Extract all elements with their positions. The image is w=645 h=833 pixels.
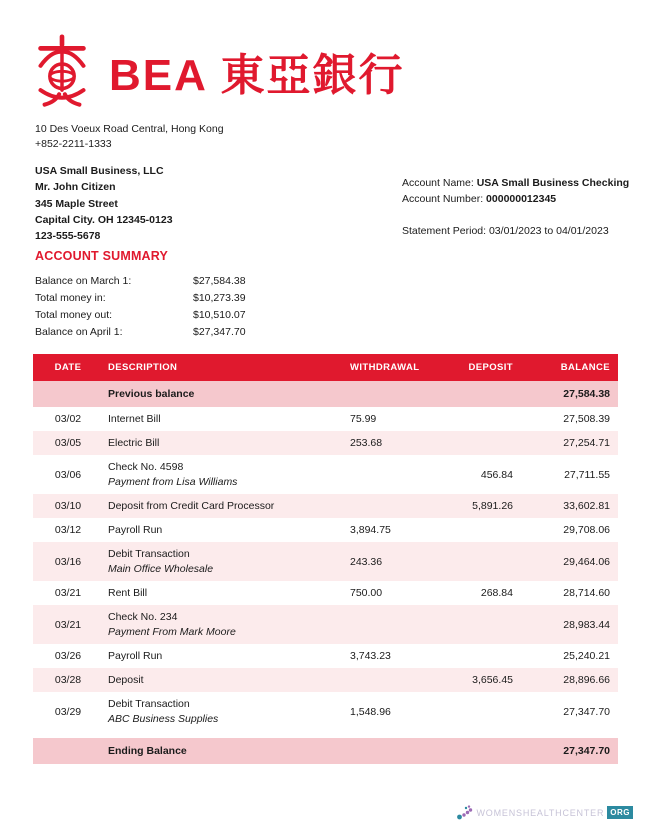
account-name-value: USA Small Business Checking — [476, 177, 630, 189]
table-header-row — [33, 354, 618, 381]
transaction-description-cell — [103, 673, 345, 688]
transaction-description: Ending Balance — [108, 744, 187, 757]
summary-row — [35, 324, 246, 341]
customer-street: 345 Maple Street — [35, 197, 118, 210]
transaction-withdrawal: 3,743.23 — [350, 650, 391, 662]
transaction-date: 03/28 — [54, 674, 82, 686]
transaction-description-cell — [103, 744, 345, 759]
transaction-date: 03/21 — [54, 618, 82, 631]
transaction-date: 03/02 — [54, 413, 82, 425]
account-number-value: 000000012345 — [486, 193, 557, 205]
table-row — [33, 407, 618, 431]
transaction-description: Deposit — [108, 673, 144, 686]
bank-address-block — [35, 122, 224, 152]
account-info-block — [402, 175, 629, 239]
transaction-balance: 28,896.66 — [563, 674, 610, 686]
transaction-description: Payroll Run — [108, 649, 163, 662]
table-row — [33, 431, 618, 455]
statement-period-label: Statement Period: — [402, 225, 489, 237]
transaction-date: 03/26 — [54, 650, 82, 662]
bea-logo-icon — [33, 34, 91, 108]
bank-header — [33, 34, 405, 108]
transaction-balance: 25,240.21 — [563, 650, 610, 662]
transaction-withdrawal: 75.99 — [350, 413, 377, 425]
table-row — [33, 668, 618, 692]
transaction-date: 03/29 — [54, 705, 82, 718]
transaction-date: 03/06 — [54, 468, 82, 481]
transactions-table — [33, 354, 618, 764]
transaction-withdrawal: 243.36 — [350, 555, 383, 568]
transaction-description-cell — [103, 387, 345, 402]
transaction-subdescription: Payment from Lisa Williams — [108, 475, 238, 488]
transaction-balance: 27,508.39 — [563, 413, 610, 425]
table-body — [33, 381, 618, 764]
watermark — [456, 805, 633, 820]
summary-value: $10,510.07 — [193, 309, 246, 321]
transaction-subdescription: Payment From Mark Moore — [108, 625, 236, 638]
transaction-description: Check No. 4598 — [108, 460, 184, 473]
transaction-description: Deposit from Credit Card Processor — [108, 499, 275, 512]
transaction-description-cell — [103, 610, 345, 640]
account-number-row — [402, 191, 629, 207]
transaction-description: Debit Transaction — [108, 697, 190, 710]
statement-period-value: 03/01/2023 to 04/01/2023 — [488, 225, 609, 237]
bank-phone: +852-2211-1333 — [35, 138, 112, 150]
transaction-description: Check No. 234 — [108, 610, 178, 623]
watermark-text: WOMENSHEALTHCENTER — [476, 807, 605, 818]
transaction-deposit: 268.84 — [480, 587, 513, 599]
transaction-balance: 27,584.38 — [563, 388, 610, 400]
customer-phone: 123-555-5678 — [35, 230, 101, 243]
transaction-balance: 29,708.06 — [563, 524, 610, 536]
table-row — [33, 692, 618, 731]
transaction-date: 03/21 — [54, 587, 82, 599]
header-description: DESCRIPTION — [108, 362, 178, 373]
transaction-balance: 28,983.44 — [563, 618, 610, 631]
transaction-deposit: 5,891.26 — [472, 500, 513, 512]
account-summary-title: ACCOUNT SUMMARY — [35, 249, 169, 263]
table-row — [33, 542, 618, 581]
table-row — [33, 738, 618, 764]
statement-period-row — [402, 223, 629, 239]
summary-value: $27,347.70 — [193, 326, 246, 338]
header-withdrawal: WITHDRAWAL — [350, 362, 420, 373]
summary-label: Total money in: — [35, 292, 106, 304]
transaction-withdrawal: 253.68 — [350, 437, 383, 449]
transaction-description: Electric Bill — [108, 436, 160, 449]
transaction-description: Previous balance — [108, 387, 195, 400]
transaction-subdescription: ABC Business Supplies — [108, 712, 219, 725]
summary-value: $27,584.38 — [193, 275, 246, 287]
header-deposit: DEPOSIT — [468, 362, 513, 373]
summary-label: Total money out: — [35, 309, 113, 321]
transaction-description-cell — [103, 436, 345, 451]
transaction-balance: 28,714.60 — [563, 587, 610, 599]
customer-name: Mr. John Citizen — [35, 181, 116, 194]
summary-row — [35, 307, 246, 324]
account-name-row — [402, 175, 629, 191]
watermark-swoosh-icon — [456, 805, 474, 820]
transaction-subdescription: Main Office Wholesale — [108, 562, 214, 575]
transaction-description: Internet Bill — [108, 412, 161, 425]
transaction-description-cell — [103, 499, 345, 514]
customer-city: Capital City. OH 12345-0123 — [35, 213, 173, 226]
transaction-balance: 27,347.70 — [563, 705, 610, 718]
summary-value: $10,273.39 — [193, 292, 246, 304]
summary-label: Balance on March 1: — [35, 275, 132, 287]
summary-label: Balance on April 1: — [35, 326, 123, 338]
account-summary-section — [35, 249, 246, 341]
table-row — [33, 518, 618, 542]
transaction-withdrawal: 1,548.96 — [350, 705, 391, 718]
transaction-date: 03/05 — [54, 437, 82, 449]
transaction-description-cell — [103, 523, 345, 538]
account-name-label: Account Name: — [402, 177, 477, 189]
customer-address-block — [35, 163, 173, 244]
transaction-description: Debit Transaction — [108, 547, 190, 560]
watermark-org-badge: ORG — [607, 806, 633, 819]
transaction-description: Payroll Run — [108, 523, 163, 536]
table-row — [33, 581, 618, 605]
transaction-balance: 27,711.55 — [564, 468, 610, 481]
transaction-date: 03/16 — [54, 555, 82, 568]
transaction-description: Rent Bill — [108, 586, 148, 599]
header-date: DATE — [54, 362, 82, 373]
transaction-balance: 27,347.70 — [563, 745, 610, 757]
transaction-withdrawal: 3,894.75 — [350, 524, 391, 536]
bank-address-line: 10 Des Voeux Road Central, Hong Kong — [35, 123, 224, 135]
table-row — [33, 605, 618, 644]
transaction-description-cell — [103, 412, 345, 427]
transaction-description-cell — [103, 586, 345, 601]
transaction-date: 03/12 — [54, 524, 82, 536]
summary-row — [35, 273, 246, 290]
table-row — [33, 455, 618, 494]
transaction-description-cell — [103, 547, 345, 577]
transaction-description-cell — [103, 460, 345, 490]
table-row — [33, 381, 618, 407]
customer-company: USA Small Business, LLC — [35, 165, 164, 177]
summary-row — [35, 290, 246, 307]
transaction-deposit: 3,656.45 — [472, 674, 513, 686]
account-number-label: Account Number: — [402, 193, 487, 205]
transaction-description-cell — [103, 649, 345, 664]
transaction-deposit: 456.84 — [480, 468, 513, 481]
table-row — [33, 494, 618, 518]
account-summary-rows — [35, 273, 246, 341]
transaction-date: 03/10 — [54, 500, 82, 512]
bank-logo-text: BEA 東亞銀行 — [109, 51, 405, 100]
transaction-balance: 33,602.81 — [563, 500, 610, 512]
table-row — [33, 644, 618, 668]
transaction-balance: 29,464.06 — [563, 555, 610, 568]
header-balance: BALANCE — [560, 362, 610, 373]
transaction-balance: 27,254.71 — [563, 437, 610, 449]
transaction-withdrawal: 750.00 — [350, 587, 383, 599]
transaction-description-cell — [103, 697, 345, 727]
